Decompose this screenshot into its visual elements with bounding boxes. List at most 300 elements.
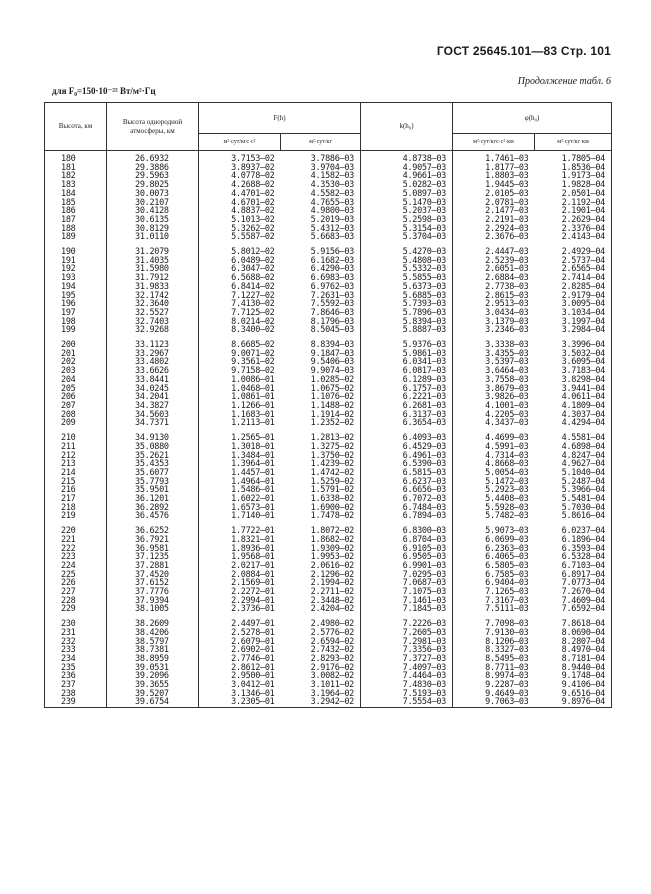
table-cell: 6.3593—04 xyxy=(535,545,612,554)
table-cell: 1.6573—01 xyxy=(199,504,281,513)
table-cell: 6.7585—03 xyxy=(453,571,535,580)
table-cell: 184 xyxy=(45,190,107,199)
table-cell: 38.8959 xyxy=(107,655,199,664)
table-cell: 227 xyxy=(45,588,107,597)
table-cell: 1.0861—01 xyxy=(199,393,281,402)
table-cell: 4.8668—03 xyxy=(453,460,535,469)
table-cell: 31.0110 xyxy=(107,233,199,242)
table-row xyxy=(45,512,612,521)
table-cell: 6.8414—02 xyxy=(199,283,281,292)
table-cell: 30.0073 xyxy=(107,190,199,199)
table-cell: 6.4065—03 xyxy=(453,553,535,562)
table-cell: 197 xyxy=(45,309,107,318)
table-cell: 4.1001—03 xyxy=(453,402,535,411)
table-row xyxy=(45,605,612,614)
table-cell: 35.4353 xyxy=(107,460,199,469)
table-cell: 33.1123 xyxy=(107,341,199,350)
table-cell: 34.2041 xyxy=(107,393,199,402)
table-cell: 224 xyxy=(45,562,107,571)
table-cell: 2.3736—01 xyxy=(199,605,281,614)
table-cell: 2.3448—02 xyxy=(281,597,361,606)
table-cell: 6.9404—03 xyxy=(453,579,535,588)
table-cell: 34.0245 xyxy=(107,385,199,394)
table-cell: 211 xyxy=(45,443,107,452)
table-cell: 5.5855—03 xyxy=(361,274,453,283)
table-cell: 7.0687—03 xyxy=(361,579,453,588)
table-cell: 9.1847—03 xyxy=(281,350,361,359)
table-cell: 1.3964—01 xyxy=(199,460,281,469)
table-cell: 222 xyxy=(45,545,107,554)
table-cell: 3.5032—04 xyxy=(535,350,612,359)
table-cell: 183 xyxy=(45,181,107,190)
table-cell: 1.4964—01 xyxy=(199,478,281,487)
table-cell: 2.1296—02 xyxy=(281,571,361,580)
table-cell: 1.9309—02 xyxy=(281,545,361,554)
table-cell: 3.0082—02 xyxy=(281,672,361,681)
table-cell: 7.2631—03 xyxy=(281,292,361,301)
page-header: ГОСТ 25645.101—83 Стр. 101 xyxy=(436,44,611,58)
table-cell: 9.4106—04 xyxy=(535,681,612,690)
table-cell: 6.9105—03 xyxy=(361,545,453,554)
table-cell: 39.0531 xyxy=(107,664,199,673)
table-cell: 4.9661—03 xyxy=(361,172,453,181)
table-cell: 3.2942—02 xyxy=(281,698,361,707)
table-cell: 3.0095—04 xyxy=(535,300,612,309)
table-cell: 1.9953—02 xyxy=(281,553,361,562)
table-row xyxy=(45,698,612,707)
table-cell: 2.8615—03 xyxy=(453,292,535,301)
table-cell: 3.1379—03 xyxy=(453,318,535,327)
table-cell: 7.1227—02 xyxy=(199,292,281,301)
table-cell: 5.3966—04 xyxy=(535,486,612,495)
table-cell: 5.0282—03 xyxy=(361,181,453,190)
table-cell: 6.8704—03 xyxy=(361,536,453,545)
table-cell: 1.3275—02 xyxy=(281,443,361,452)
table-cell: 2.9500—01 xyxy=(199,672,281,681)
table-cell: 188 xyxy=(45,225,107,234)
table-cell: 6.9901—03 xyxy=(361,562,453,571)
table-cell: 199 xyxy=(45,326,107,335)
table-cell: 4.0611—04 xyxy=(535,393,612,402)
table-cell: 1.0086—01 xyxy=(199,376,281,385)
table-cell: 7.5193—03 xyxy=(361,690,453,699)
table-cell: 5.6373—03 xyxy=(361,283,453,292)
table-cell: 1.1488—02 xyxy=(281,402,361,411)
table-cell: 36.4576 xyxy=(107,512,199,521)
table-cell: 6.2363—03 xyxy=(453,545,535,554)
header-phi: φ(h₀) xyxy=(453,103,612,134)
table-cell: 3.8298—04 xyxy=(535,376,612,385)
table-cell: 39.2096 xyxy=(107,672,199,681)
table-cell: 2.6902—01 xyxy=(199,646,281,655)
table-cell: 33.6626 xyxy=(107,367,199,376)
table-cell: 34.9130 xyxy=(107,434,199,443)
table-cell: 4.0778—02 xyxy=(199,172,281,181)
table-cell: 3.9704—03 xyxy=(281,164,361,173)
table-cell: 3.1346—01 xyxy=(199,690,281,699)
table-cell: 2.7432—02 xyxy=(281,646,361,655)
table-cell: 1.8936—01 xyxy=(199,545,281,554)
table-cell: 32.7403 xyxy=(107,318,199,327)
table-cell: 5.4312—03 xyxy=(281,225,361,234)
table-cell: 6.5390—03 xyxy=(361,460,453,469)
table-cell: 32.1742 xyxy=(107,292,199,301)
table-row xyxy=(45,233,612,242)
table-cell: 9.1748—04 xyxy=(535,672,612,681)
table-cell: 9.8976—04 xyxy=(535,698,612,707)
table-cell: 213 xyxy=(45,460,107,469)
table-cell: 35.7793 xyxy=(107,478,199,487)
table-cell: 3.1011—02 xyxy=(281,681,361,690)
table-cell: 4.8738—03 xyxy=(361,151,453,164)
table-cell: 3.7886—03 xyxy=(281,151,361,164)
table-cell: 38.7381 xyxy=(107,646,199,655)
table-cell: 5.9861—03 xyxy=(361,350,453,359)
table-cell: 7.4464—03 xyxy=(361,672,453,681)
table-cell: 228 xyxy=(45,597,107,606)
table-cell: 2.2924—03 xyxy=(453,225,535,234)
table-cell: 221 xyxy=(45,536,107,545)
table-cell: 1.7805—04 xyxy=(535,151,612,164)
table-cell: 7.5554—03 xyxy=(361,698,453,707)
table-cell: 1.8682—02 xyxy=(281,536,361,545)
table-cell: 30.8129 xyxy=(107,225,199,234)
table-cell: 3.6095—04 xyxy=(535,358,612,367)
table-cell: 6.4961—03 xyxy=(361,452,453,461)
table-cell: 4.3037—04 xyxy=(535,411,612,420)
table-cell: 35.2621 xyxy=(107,452,199,461)
table-cell: 31.4035 xyxy=(107,257,199,266)
table-cell: 2.4980—02 xyxy=(281,620,361,629)
header-homogeneous-height: Высота однородной атмосферы, км xyxy=(107,103,199,151)
table-cell: 38.2609 xyxy=(107,620,199,629)
table-cell: 3.5397—03 xyxy=(453,358,535,367)
table-cell: 4.3437—03 xyxy=(453,419,535,428)
table-cell: 6.0489—02 xyxy=(199,257,281,266)
table-cell: 37.2881 xyxy=(107,562,199,571)
table-cell: 7.1845—03 xyxy=(361,605,453,614)
table-cell: 1.8321—01 xyxy=(199,536,281,545)
table-cell: 215 xyxy=(45,478,107,487)
table-cell: 181 xyxy=(45,164,107,173)
table-cell: 9.7158—02 xyxy=(199,367,281,376)
table-cell: 6.7484—03 xyxy=(361,504,453,513)
table-cell: 5.4808—03 xyxy=(361,257,453,266)
table-cell: 35.9501 xyxy=(107,486,199,495)
table-cell: 6.4093—03 xyxy=(361,434,453,443)
table-cell: 2.4447—03 xyxy=(453,248,535,257)
table-cell: 2.8285—04 xyxy=(535,283,612,292)
table-cell: 31.9833 xyxy=(107,283,199,292)
table-row xyxy=(45,419,612,428)
table-cell: 37.9394 xyxy=(107,597,199,606)
table-cell: 5.8012—02 xyxy=(199,248,281,257)
table-cell: 6.1757—03 xyxy=(361,385,453,394)
table-cell: 2.6079—01 xyxy=(199,638,281,647)
table-cell: 5.7482—03 xyxy=(453,512,535,521)
table-cell: 38.5797 xyxy=(107,638,199,647)
table-cell: 5.8394—03 xyxy=(361,318,453,327)
table-cell: 6.7103—04 xyxy=(535,562,612,571)
table-cell: 37.6152 xyxy=(107,579,199,588)
table-cell: 2.4929—04 xyxy=(535,248,612,257)
table-cell: 2.4143—04 xyxy=(535,233,612,242)
table-cell: 229 xyxy=(45,605,107,614)
table-cell: 5.1040—04 xyxy=(535,469,612,478)
table-cell: 6.2681—03 xyxy=(361,402,453,411)
table-cell: 5.1013—02 xyxy=(199,216,281,225)
table-cell: 236 xyxy=(45,672,107,681)
table-cell: 4.9800—03 xyxy=(281,207,361,216)
table-cell: 9.6516—04 xyxy=(535,690,612,699)
table-cell: 1.7722—01 xyxy=(199,527,281,536)
header-kh: k(h₀) xyxy=(361,103,453,151)
table-cell: 206 xyxy=(45,393,107,402)
table-cell: 1.0675—02 xyxy=(281,385,361,394)
table-cell: 2.0781—03 xyxy=(453,199,535,208)
table-cell: 6.3654—03 xyxy=(361,419,453,428)
table-cell: 31.2079 xyxy=(107,248,199,257)
table-cell: 29.5963 xyxy=(107,172,199,181)
table-cell: 7.2605—03 xyxy=(361,629,453,638)
table-cell: 5.6683—03 xyxy=(281,233,361,242)
table-cell: 2.7414—04 xyxy=(535,274,612,283)
table-cell: 34.3827 xyxy=(107,402,199,411)
table-cell: 31.5980 xyxy=(107,265,199,274)
table-cell: 1.8177—03 xyxy=(453,164,535,173)
table-cell: 4.5991—03 xyxy=(453,443,535,452)
header-phi-unit-kgs: м²·сут/кгс·с²·км xyxy=(453,134,535,151)
table-cell: 7.5592—03 xyxy=(281,300,361,309)
table-cell: 8.3327—03 xyxy=(453,646,535,655)
table-cell: 30.2107 xyxy=(107,199,199,208)
table-cell: 1.6900—02 xyxy=(281,504,361,513)
table-cell: 2.0217—01 xyxy=(199,562,281,571)
table-cell: 1.7140—01 xyxy=(199,512,281,521)
table-cell: 1.6338—02 xyxy=(281,495,361,504)
table-cell: 3.2984—04 xyxy=(535,326,612,335)
table-cell: 1.2113—01 xyxy=(199,419,281,428)
table-cell: 235 xyxy=(45,664,107,673)
table-cell: 5.9156—03 xyxy=(281,248,361,257)
table-cell: 8.5495—03 xyxy=(453,655,535,664)
table-cell: 1.9828—04 xyxy=(535,181,612,190)
table-cell: 2.3376—04 xyxy=(535,225,612,234)
table-cell: 204 xyxy=(45,376,107,385)
table-cell: 7.5111—03 xyxy=(453,605,535,614)
table-cell: 8.1796—03 xyxy=(281,318,361,327)
table-cell: 191 xyxy=(45,257,107,266)
table-cell: 1.8803—03 xyxy=(453,172,535,181)
table-cell: 2.1569—01 xyxy=(199,579,281,588)
table-cell: 2.1477—03 xyxy=(453,207,535,216)
table-cell: 7.6592—04 xyxy=(535,605,612,614)
table-cell: 4.3530—03 xyxy=(281,181,361,190)
table-cell: 1.7461—03 xyxy=(453,151,535,164)
table-cell: 8.7181—04 xyxy=(535,655,612,664)
table-cell: 9.0071—02 xyxy=(199,350,281,359)
table-cell: 2.8612—01 xyxy=(199,664,281,673)
table-cell: 6.5328—04 xyxy=(535,553,612,562)
table-cell: 5.2487—04 xyxy=(535,478,612,487)
table-cell: 38.4206 xyxy=(107,629,199,638)
table-cell: 2.2994—01 xyxy=(199,597,281,606)
table-cell: 34.7371 xyxy=(107,419,199,428)
table-cell: 4.7314—03 xyxy=(453,452,535,461)
table-cell: 230 xyxy=(45,620,107,629)
table-cell: 6.6656—03 xyxy=(361,486,453,495)
table-cell: 195 xyxy=(45,292,107,301)
table-cell: 2.2191—03 xyxy=(453,216,535,225)
table-cell: 1.9445—03 xyxy=(453,181,535,190)
table-cell: 2.0501—04 xyxy=(535,190,612,199)
table-cell: 9.2287—03 xyxy=(453,681,535,690)
table-cell: 6.1896—04 xyxy=(535,536,612,545)
header-phi-unit-kg: м²·сут/кг·км xyxy=(535,134,612,151)
table-cell: 2.2272—01 xyxy=(199,588,281,597)
table-cell: 239 xyxy=(45,698,107,707)
table-cell: 8.9440—04 xyxy=(535,664,612,673)
table-cell: 4.5581—04 xyxy=(535,434,612,443)
table-cell: 207 xyxy=(45,402,107,411)
table-cell: 1.9568—01 xyxy=(199,553,281,562)
table-cell: 233 xyxy=(45,646,107,655)
table-cell: 33.8441 xyxy=(107,376,199,385)
table-cell: 2.6051—03 xyxy=(453,265,535,274)
table-cell: 2.2629—04 xyxy=(535,216,612,225)
table-cell: 8.8394—03 xyxy=(281,341,361,350)
table-cell: 5.9376—03 xyxy=(361,341,453,350)
table-cell: 2.9176—02 xyxy=(281,664,361,673)
table-cell: 200 xyxy=(45,341,107,350)
table-cell: 32.9268 xyxy=(107,326,199,335)
table-cell: 1.1076—02 xyxy=(281,393,361,402)
table-cell: 35.0880 xyxy=(107,443,199,452)
table-cell: 7.8646—03 xyxy=(281,309,361,318)
table-cell: 3.8679—03 xyxy=(453,385,535,394)
table-cell: 5.7030—04 xyxy=(535,504,612,513)
table-cell: 6.0341—03 xyxy=(361,358,453,367)
table-cell: 1.0285—02 xyxy=(281,376,361,385)
table-cell: 4.8837—02 xyxy=(199,207,281,216)
table-cell: 36.9581 xyxy=(107,545,199,554)
table-cell: 202 xyxy=(45,358,107,367)
table-cell: 2.5239—03 xyxy=(453,257,535,266)
table-cell: 5.2037—03 xyxy=(361,207,453,216)
table-cell: 238 xyxy=(45,690,107,699)
table-cell: 2.6594—02 xyxy=(281,638,361,647)
table-cell: 3.9826—03 xyxy=(453,393,535,402)
table-cell: 7.1075—03 xyxy=(361,588,453,597)
table-cell: 32.5527 xyxy=(107,309,199,318)
table-cell: 37.1235 xyxy=(107,553,199,562)
table-cell: 9.9074—03 xyxy=(281,367,361,376)
table-cell: 2.9179—04 xyxy=(535,292,612,301)
table-cell: 3.6464—03 xyxy=(453,367,535,376)
table-cell: 237 xyxy=(45,681,107,690)
table-cell: 3.7153—02 xyxy=(199,151,281,164)
table-cell: 6.8917—04 xyxy=(535,571,612,580)
table-cell: 194 xyxy=(45,283,107,292)
table-cell: 5.5481—04 xyxy=(535,495,612,504)
table-cell: 209 xyxy=(45,419,107,428)
table-cell: 8.4970—04 xyxy=(535,646,612,655)
table-cell: 6.3047—02 xyxy=(199,265,281,274)
table-cell: 7.9130—03 xyxy=(453,629,535,638)
table-cell: 231 xyxy=(45,629,107,638)
table-cell: 192 xyxy=(45,265,107,274)
table-cell: 6.6983—03 xyxy=(281,274,361,283)
table-cell: 2.1901—04 xyxy=(535,207,612,216)
table-cell: 9.5406—03 xyxy=(281,358,361,367)
table-cell: 5.5587—02 xyxy=(199,233,281,242)
table-cell: 3.7558—03 xyxy=(453,376,535,385)
table-cell: 187 xyxy=(45,216,107,225)
table-cell: 4.4699—03 xyxy=(453,434,535,443)
table-cell: 8.6685—02 xyxy=(199,341,281,350)
table-cell: 3.1964—02 xyxy=(281,690,361,699)
table-cell: 6.0699—03 xyxy=(453,536,535,545)
table-cell: 7.4097—03 xyxy=(361,664,453,673)
table-cell: 1.6022—01 xyxy=(199,495,281,504)
table-cell: 6.7072—03 xyxy=(361,495,453,504)
table-cell: 219 xyxy=(45,512,107,521)
table-cell: 185 xyxy=(45,199,107,208)
table-cell: 220 xyxy=(45,527,107,536)
table-cell: 5.3704—03 xyxy=(361,233,453,242)
table-cell: 4.2688—02 xyxy=(199,181,281,190)
table-cell: 1.8536—04 xyxy=(535,164,612,173)
table-cell: 2.4204—02 xyxy=(281,605,361,614)
table-cell: 5.0897—03 xyxy=(361,190,453,199)
table-cell: 3.3996—04 xyxy=(535,341,612,350)
table-cell: 196 xyxy=(45,300,107,309)
table-cell: 4.4701—02 xyxy=(199,190,281,199)
table-cell: 6.6237—03 xyxy=(361,478,453,487)
header-fh: F(h) xyxy=(199,103,361,134)
table-cell: 7.0773—04 xyxy=(535,579,612,588)
table-body xyxy=(45,151,612,708)
header-height: Высота, км xyxy=(45,103,107,151)
table-cell: 4.8247—04 xyxy=(535,452,612,461)
table-cell: 7.7125—02 xyxy=(199,309,281,318)
table-cell: 6.4529—03 xyxy=(361,443,453,452)
table-cell: 8.0690—04 xyxy=(535,629,612,638)
table-cell: 37.7776 xyxy=(107,588,199,597)
table-cell: 7.4830—03 xyxy=(361,681,453,690)
table-cell: 6.8300—03 xyxy=(361,527,453,536)
table-cell: 3.3338—03 xyxy=(453,341,535,350)
table-cell: 1.2813—02 xyxy=(281,434,361,443)
table-cell: 9.3561—02 xyxy=(199,358,281,367)
table-cell: 3.2346—03 xyxy=(453,326,535,335)
table-cell: 1.4239—02 xyxy=(281,460,361,469)
table-cell: 32.3640 xyxy=(107,300,199,309)
table-cell: 38.1005 xyxy=(107,605,199,614)
table-cell: 210 xyxy=(45,434,107,443)
table-cell: 4.9057—03 xyxy=(361,164,453,173)
table-cell: 5.4270—03 xyxy=(361,248,453,257)
header-fh-unit-kg: м²·сут/кг xyxy=(281,134,361,151)
table-cell: 2.2711—02 xyxy=(281,588,361,597)
table-cell: 5.8887—03 xyxy=(361,326,453,335)
table-cell: 29.3886 xyxy=(107,164,199,173)
table-cell: 5.2019—03 xyxy=(281,216,361,225)
table-cell: 8.0214—02 xyxy=(199,318,281,327)
table-cell: 216 xyxy=(45,486,107,495)
table-cell: 2.5776—02 xyxy=(281,629,361,638)
table-cell: 214 xyxy=(45,469,107,478)
